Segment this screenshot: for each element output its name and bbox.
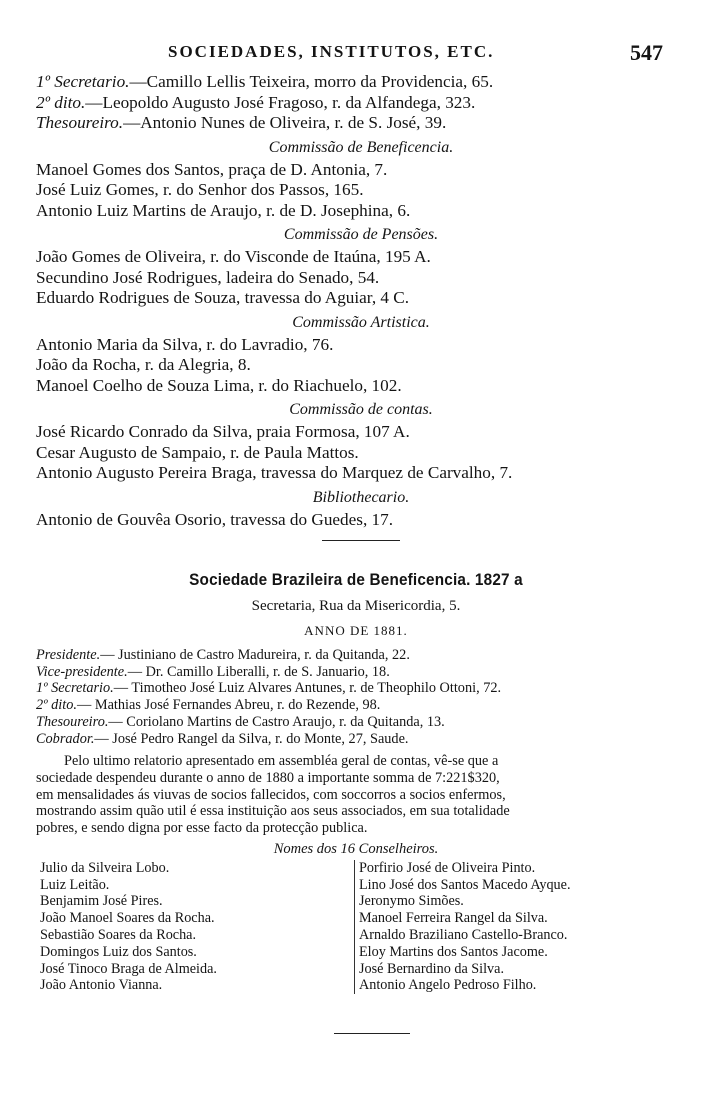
- page-header: [0, 40, 715, 70]
- section-sociedade-brazileira: [36, 570, 676, 1000]
- officer-line: 1º Secretario.—Camillo Lellis Teixeira, morro da Providencia, 65.: [36, 72, 494, 91]
- commission-heading: Commissão de Beneficencia.: [268, 138, 454, 156]
- councillor-name: Julio da Silveira Lobo.: [40, 859, 170, 876]
- member-line: Cesar Augusto de Sampaio, r. de Paula Mattos.: [36, 442, 359, 462]
- councillor-name: Jeronymo Simões.: [359, 893, 464, 910]
- member-line: Antonio Luiz Martins de Araujo, r. de D. Josephina, 6.: [36, 200, 411, 220]
- member-line: José Luiz Gomes, r. do Senhor dos Passos, 165.: [36, 180, 364, 199]
- councillor-name: João Antonio Vianna.: [40, 977, 163, 994]
- councillor-name: Antonio Angelo Pedroso Filho.: [359, 977, 537, 994]
- commission-heading: Commissão de Pensões.: [283, 226, 439, 243]
- paragraph-line: em mensalidades ás viuvas de socios fallecidos, com soccorros a socios enfermos,: [36, 786, 506, 803]
- officer-line: Cobrador.— José Pedro Rangel da Silva, r. do Monte, 27, Saude.: [36, 730, 409, 747]
- member-line: João da Rocha, r. da Alegria, 8.: [36, 355, 251, 374]
- councillor-name: Luiz Leitão.: [40, 876, 110, 893]
- paragraph-line: pobres, e sendo digna por esse facto da protecção publica.: [36, 820, 368, 837]
- councillor-name: Benjamim José Pires.: [40, 893, 163, 910]
- society-title: Sociedade Brazileira de Beneficencia. 1827 a: [189, 570, 523, 589]
- councillors-heading: Nomes dos 16 Conselheiros.: [273, 840, 439, 857]
- member-line: José Ricardo Conrado da Silva, praia Formosa, 107 A.: [36, 422, 410, 441]
- councillor-name: Eloy Martins dos Santos Jacome.: [359, 943, 548, 960]
- commission-heading: Commissão de contas.: [289, 401, 433, 418]
- councillor-name: Lino José dos Santos Macedo Ayque.: [359, 876, 571, 893]
- councillor-name: Arnaldo Braziliano Castello-Branco.: [359, 926, 568, 943]
- councillors-right-column: [354, 860, 679, 994]
- member-line: Manoel Gomes dos Santos, praça de D. Antonia, 7.: [36, 159, 388, 179]
- member-line: Antonio Augusto Pereira Braga, travessa do Marquez de Carvalho, 7.: [36, 463, 513, 482]
- officer-line: Thesoureiro.— Coriolano Martins de Castro Araujo, r. da Quitanda, 13.: [36, 713, 445, 730]
- section-divider: [322, 540, 400, 541]
- member-line: Secundino José Rodrigues, ladeira do Senado, 54.: [36, 267, 380, 287]
- end-divider: [334, 1033, 410, 1034]
- councillors-list: [36, 860, 676, 1000]
- page-number: 547: [630, 40, 663, 65]
- member-line: João Gomes de Oliveira, r. do Visconde de Itaúna, 195 A.: [36, 247, 431, 266]
- member-line: Antonio de Gouvêa Osorio, travessa do Guedes, 17.: [36, 509, 394, 529]
- officer-list: [36, 647, 676, 747]
- councillor-name: Sebastião Soares da Rocha.: [40, 926, 197, 943]
- paragraph-line: mostrando assim quão util é essa instituição aos seus associados, em sua totalidade: [36, 803, 510, 820]
- section-first-society: [36, 72, 686, 551]
- officer-line: 2º dito.— Mathias José Fernandes Abreu, r. do Rezende, 98.: [36, 697, 381, 714]
- running-title: SOCIEDADES, INSTITUTOS, ETC.: [168, 42, 495, 61]
- officer-line: Thesoureiro.—Antonio Nunes de Oliveira, r. de S. José, 39.: [36, 113, 447, 132]
- councillor-name: João Manoel Soares da Rocha.: [40, 910, 215, 927]
- councillor-name: Porfirio José de Oliveira Pinto.: [359, 859, 536, 876]
- member-line: Antonio Maria da Silva, r. do Lavradio, 76.: [36, 334, 334, 354]
- society-address: Secretaria, Rua da Misericordia, 5.: [251, 598, 461, 614]
- paragraph-line: sociedade despendeu durante o anno de 1880 a importante somma de 7:221$320,: [36, 769, 500, 786]
- paragraph-line: Pelo ultimo relatorio apresentado em assembléa geral de contas, vê-se que a: [64, 753, 499, 770]
- commission-heading: Commissão Artistica.: [292, 313, 430, 331]
- councillor-name: José Bernardino da Silva.: [359, 960, 504, 977]
- member-line: Eduardo Rodrigues de Souza, travessa do Aguiar, 4 C.: [36, 288, 410, 307]
- officer-line: Vice-presidente.— Dr. Camillo Liberalli, r. de S. Januario, 18.: [36, 663, 390, 680]
- officer-line: 2º dito.—Leopoldo Augusto José Fragoso, r. da Alfandega, 323.: [36, 92, 476, 112]
- commission-heading: Bibliothecario.: [312, 488, 410, 506]
- society-year: ANNO DE 1881.: [304, 623, 408, 638]
- councillor-name: Domingos Luiz dos Santos.: [40, 943, 197, 960]
- councillor-name: José Tinoco Braga de Almeida.: [40, 960, 217, 977]
- councillor-name: Manoel Ferreira Rangel da Silva.: [359, 910, 548, 927]
- officer-line: Presidente.— Justiniano de Castro Madureira, r. da Quitanda, 22.: [36, 647, 410, 663]
- member-line: Manoel Coelho de Souza Lima, r. do Riachuelo, 102.: [36, 375, 402, 395]
- councillors-left-column: [40, 860, 350, 994]
- report-paragraph: [36, 753, 676, 837]
- officer-line: 1º Secretario.— Timotheo José Luiz Alvares Antunes, r. de Theophilo Ottoni, 72.: [36, 680, 502, 697]
